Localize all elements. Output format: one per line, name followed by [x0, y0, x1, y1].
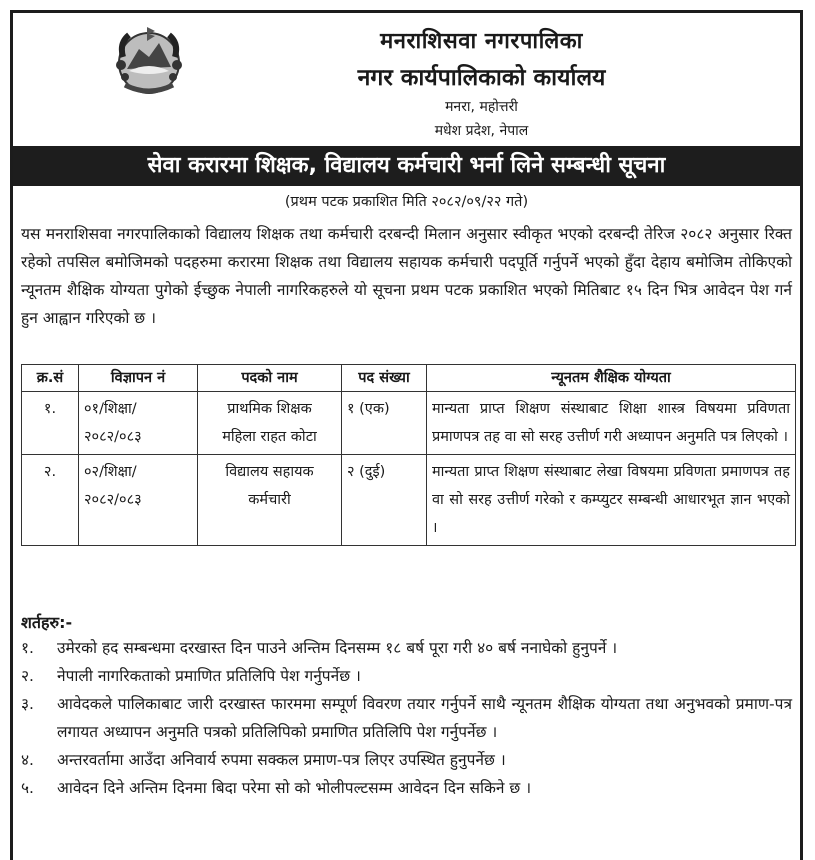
condition-item [21, 746, 792, 774]
publication-date: (प्रथम पटक प्रकाशित मिति २०८२/०९/२२ गते) [284, 194, 529, 210]
header-post-count: पद संख्या [342, 365, 427, 392]
header-serial: क्र.सं [22, 365, 79, 392]
cell-serial: २. [22, 455, 79, 546]
adv-no-line: २०८२/०८३ [84, 492, 142, 508]
condition-item [21, 774, 792, 802]
condition-text: अन्तरवर्तामा आउँदा अनिवार्य रुपमा सक्कल प्रमाण-पत्र लिएर उपस्थित हुनुपर्नेछ । [57, 751, 506, 769]
cell-post-count: १ (एक) [342, 392, 427, 455]
post-name-line: कर्मचारी [248, 492, 291, 508]
cell-post-name [198, 455, 342, 546]
condition-item [21, 690, 792, 746]
adv-no-line: ०१/शिक्षा/ [84, 401, 137, 417]
office-subtitle: नगर कार्यपालिकाको कार्यालय [357, 65, 606, 91]
cell-serial: १. [22, 392, 79, 455]
address-line-2: मधेश प्रदेश, नेपाल [434, 123, 529, 139]
condition-number: १. [21, 639, 34, 657]
intro-paragraph: यस मनराशिसवा नगरपालिकाको विद्यालय शिक्षक तथा कर्मचारी दरबन्दी मिलान अनुसार स्वीकृत भएको दरबन्दी तेरिज २०८२ अनुसार रिक्त रहेको तपसिल बमोजिमको पदहरुमा करारमा शिक्षक तथा विद्यालय सहायक कर्मचारी पदपूर्ति गर्नुपर्ने भएको हुँदा देहाय बमोजिम तोकिएको न्यूनतम शैक्षिक योग्यता पुगेको ईच्छुक नेपाली नागरिकहरुले यो सूचना प्रथम पटक प्रकाशित भएको मितिबाट १५ दिन भित्र आवेदन पेश गर्न हुन आह्वान गरिएको छ । [21, 225, 792, 327]
condition-number: २. [21, 667, 34, 685]
header-adv-no: विज्ञापन नं [79, 365, 198, 392]
post-name-line: विद्यालय सहायक [225, 464, 314, 480]
condition-text: आवेदकले पालिकाबाट जारी दरखास्त फारममा सम्पूर्ण विवरण तयार गर्नुपर्ने साथै न्यूनतम शैक्षिक योग्यता तथा अनुभवको प्रमाण-पत्र लगायत अध्यापन अनुमति पत्रको प्रतिलिपिको प्रमाणित प्रतिलिपि पेश गर्नुपर्नेछ । [57, 695, 792, 741]
condition-item [21, 662, 792, 690]
condition-number: ५. [21, 779, 34, 797]
vacancy-table [21, 364, 796, 546]
cell-qualification: मान्यता प्राप्त शिक्षण संस्थाबाट लेखा विषयमा प्रविणता प्रमाणपत्र तह वा सो सरह उत्तीर्ण गरेको र कम्प्युटर सम्बन्धी आधारभूत ज्ञान भएको । [427, 455, 796, 546]
notice-title-banner: सेवा करारमा शिक्षक, विद्यालय कर्मचारी भर्ना लिने सम्बन्धी सूचना [13, 146, 800, 186]
adv-no-line: २०८२/०८३ [84, 429, 142, 445]
office-name: मनराशिसवा नगरपालिका [380, 29, 583, 54]
cell-adv-no [79, 392, 198, 455]
post-name-line: प्राथमिक शिक्षक [227, 401, 312, 417]
post-name-line: महिला राहत कोटा [222, 429, 317, 445]
table-header-row [22, 365, 796, 392]
cell-adv-no [79, 455, 198, 546]
cell-post-name [198, 392, 342, 455]
condition-item [21, 634, 792, 662]
condition-text: आवेदन दिने अन्तिम दिनमा बिदा परेमा सो को भोलीपल्टसम्म आवेदन दिन सकिने छ । [57, 779, 532, 797]
condition-number: ४. [21, 751, 34, 769]
notice-frame [10, 10, 803, 860]
cell-qualification: मान्यता प्राप्त शिक्षण संस्थाबाट शिक्षा शास्त्र विषयमा प्रविणता प्रमाणपत्र तह वा सो सरह उत्तीर्ण गरी अध्यापन अनुमति पत्र लिएको । [427, 392, 796, 455]
condition-text: उमेरको हद सम्बन्धमा दरखास्त दिन पाउने अन्तिम दिनसम्म १८ बर्ष पूरा गरी ४० बर्ष ननाघेको हुनुपर्ने । [57, 639, 618, 657]
conditions-title: शर्तहरु:- [21, 613, 73, 632]
condition-number: ३. [21, 695, 34, 713]
adv-no-line: ०२/शिक्षा/ [84, 464, 137, 480]
header-post-name: पदको नाम [198, 365, 342, 392]
condition-text: नेपाली नागरिकताको प्रमाणित प्रतिलिपि पेश गर्नुपर्नेछ । [57, 667, 361, 685]
table-row [22, 392, 796, 455]
address-line-1: मनरा, महोत्तरी [445, 99, 518, 115]
conditions-list [21, 634, 792, 802]
table-row [22, 455, 796, 546]
cell-post-count: २ (दुई) [342, 455, 427, 546]
notice-header [13, 13, 800, 146]
header-qualification: न्यूनतम शैक्षिक योग्यता [427, 365, 796, 392]
